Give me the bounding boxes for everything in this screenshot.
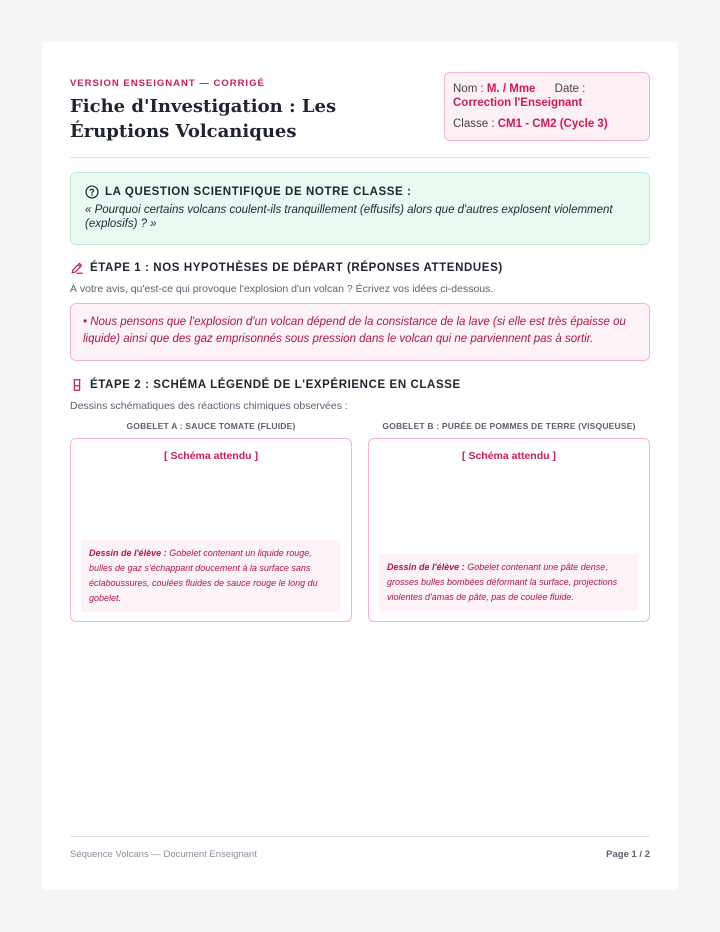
date-label: Date : — [554, 83, 586, 95]
beaker-b-note-text: Gobelet contenant une pâte dense, grosses bulles bombées déformant la surface, projections violentes d'amas de pâte, pas de coulée fluide. — [387, 562, 618, 602]
name-label: Nom : — [453, 83, 484, 95]
beaker-a-drawing-box — [70, 438, 352, 622]
step1-instruction: À votre avis, qu'est-ce qui provoque l'explosion d'un volcan ? Écrivez vos idées ci-dessous. — [70, 283, 494, 295]
beaker-a-note-label: Dessin de l'élève : — [89, 548, 167, 558]
header-divider — [70, 157, 650, 158]
step2-heading-row — [70, 378, 461, 392]
pencil-icon — [70, 261, 84, 275]
class-label: Classe : — [453, 118, 495, 130]
step1-answer: • Nous pensons que l'explosion d'un volcan dépend de la consistance de la lave (si elle est très épaisse ou liquide) ainsi que des gaz emprisonnés sous pression dans le volcan qui ne parviennent pas à sortir. — [70, 303, 650, 361]
footer-document-label: Séquence Volcans — Document Enseignant — [70, 849, 257, 860]
beaker-a-expected: [ Schéma attendu ] — [164, 450, 258, 462]
name-value: M. / Mme — [486, 83, 536, 95]
date-value: Correction l'Enseignant — [453, 97, 583, 109]
footer-divider — [70, 836, 650, 837]
step2-heading: ÉTAPE 2 : SCHÉMA LÉGENDÉ DE L'EXPÉRIENCE EN CLASSE — [90, 379, 461, 391]
step1-heading: ÉTAPE 1 : NOS HYPOTHÈSES DE DÉPART (RÉPONSES ATTENDUES) — [90, 262, 503, 274]
page-number: Page 1 / 2 — [606, 849, 650, 860]
version-label: VERSION ENSEIGNANT — CORRIGÉ — [70, 78, 265, 89]
beaker-b-note — [379, 554, 638, 611]
beaker-a-note — [81, 540, 340, 612]
class-value: CM1 - CM2 (Cycle 3) — [497, 118, 608, 130]
beaker-b-expected: [ Schéma attendu ] — [462, 450, 556, 462]
beaker-a-label: GOBELET A : SAUCE TOMATE (FLUIDE) — [126, 421, 296, 431]
scientific-question-box — [70, 172, 650, 245]
beaker-icon — [70, 378, 84, 392]
question-heading: LA QUESTION SCIENTIFIQUE DE NOTRE CLASSE : — [105, 186, 412, 198]
question-circle-icon — [85, 185, 99, 199]
beaker-b-drawing-box — [368, 438, 650, 622]
beaker-b-note-label: Dessin de l'élève : — [387, 562, 465, 572]
beaker-a-note-text: Gobelet contenant un liquide rouge, bulles de gaz s'échappant doucement à la surface sans éclaboussures, coulées fluides de sauce rouge le long du gobelet. — [89, 548, 318, 603]
worksheet-page — [42, 42, 678, 890]
student-info-box — [444, 72, 650, 141]
step1-heading-row — [70, 261, 503, 275]
beaker-b-label: GOBELET B : PURÉE DE POMMES DE TERRE (VISQUEUSE) — [382, 421, 636, 431]
question-text: « Pourquoi certains volcans coulent-ils tranquillement (effusifs) alors que d'autres explosent violemment (explosifs) ? » — [85, 204, 613, 230]
step2-instruction: Dessins schématiques des réactions chimiques observées : — [70, 400, 348, 412]
page-title: Fiche d'Investigation : Les Éruptions Volcaniques — [70, 96, 337, 142]
